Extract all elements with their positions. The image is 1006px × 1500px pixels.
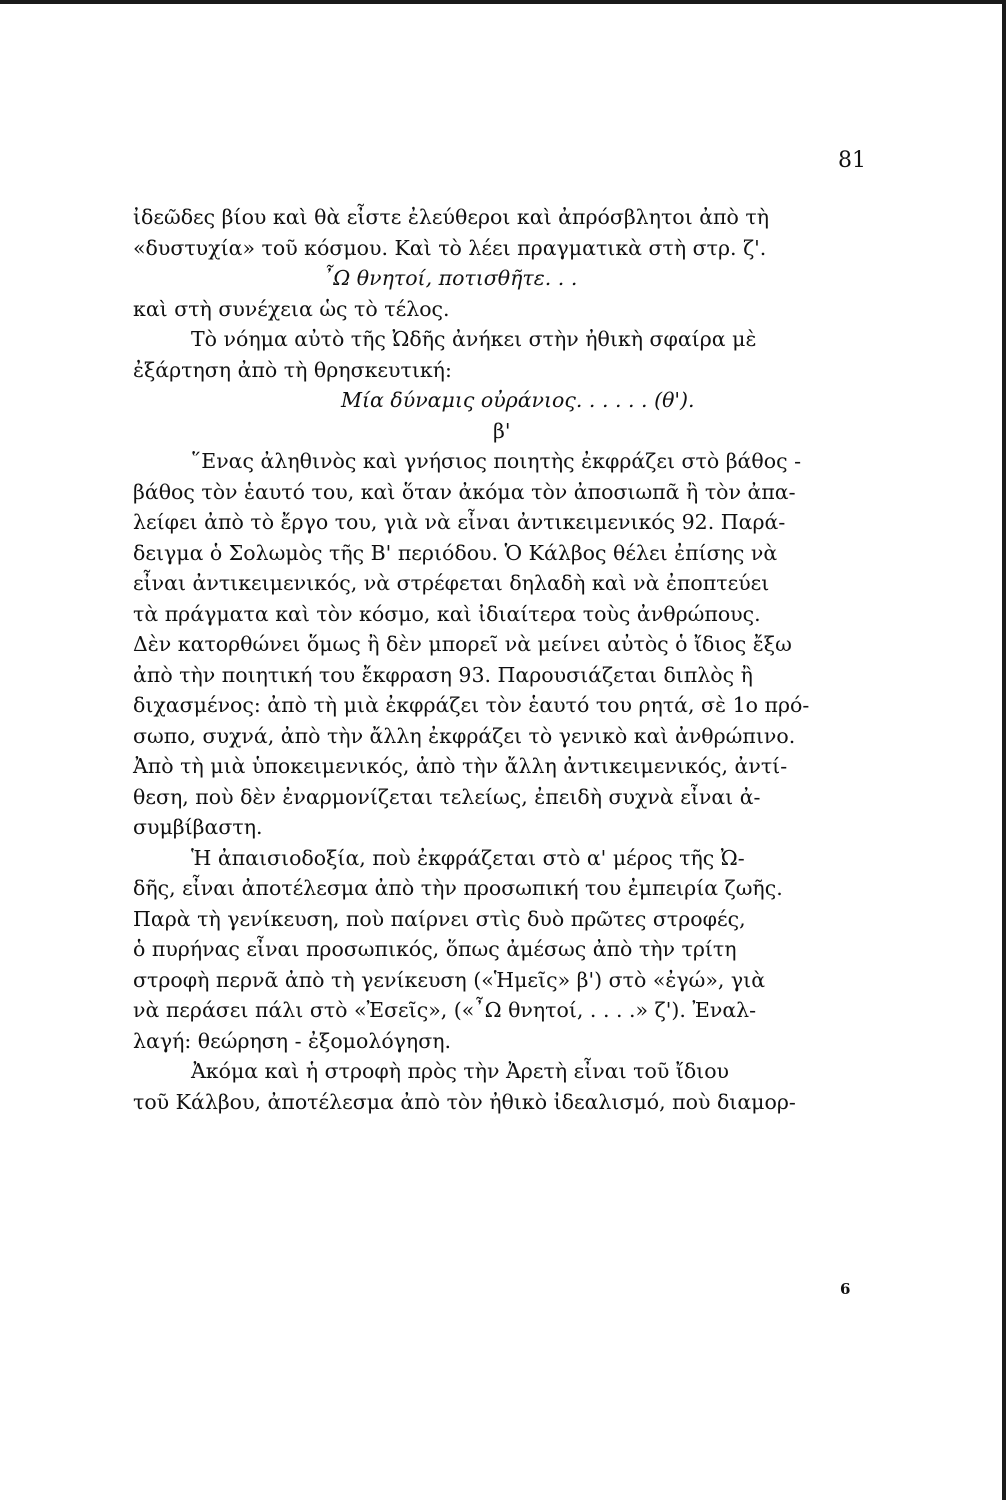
text-line: θεση, ποὺ δὲν ἐναρμονίζεται τελείως, ἐπειδὴ συχνὰ εἶναι ἀ- (133, 784, 761, 809)
page-edge-right (1002, 0, 1006, 1500)
text-line: Δὲν κατορθώνει ὅμως ἢ δὲν μπορεῖ νὰ μείνει αὐτὸς ὁ ἴδιος ἔξω (133, 632, 792, 656)
text-line: ἰδεῶδες βίου καὶ θὰ εἶστε ἐλεύθεροι καὶ ἀπρόσβλητοι ἀπὸ τὴ (133, 205, 769, 229)
text-line: στροφὴ περνᾶ ἀπὸ τὴ γενίκευση («Ἡμεῖς» β') στὸ «ἐγώ», γιὰ (133, 967, 766, 992)
text-line: ἀπὸ τὴν ποιητική του ἔκφραση 93. Παρουσιάζεται διπλὸς ἢ (133, 662, 753, 687)
text-line: ἐξάρτηση ἀπὸ τὴ θρησκευτική: (133, 357, 452, 382)
text-line: νὰ περάσει πάλι στὸ «Ἐσεῖς», («῏Ω θνητοί, . . . .» ζ'). Ἐναλ- (133, 998, 757, 1022)
text-line: Παρὰ τὴ γενίκευση, ποὺ παίρνει στὶς δυὸ πρῶτες στροφές, (133, 906, 746, 931)
text-line: συμβίβαστη. (133, 815, 263, 839)
text-line: βάθος τὸν ἑαυτό του, καὶ ὅταν ἀκόμα τὸν ἀποσιωπᾶ ἢ τὸν ἀπα- (133, 479, 796, 504)
text-line: λαγή: θεώρηση - ἐξομολόγηση. (133, 1028, 452, 1053)
text-line: «δυστυχία» τοῦ κόσμου. Καὶ τὸ λέει πραγματικὰ στὴ στρ. ζ'. (133, 235, 767, 260)
text-line: δειγμα ὁ Σολωμὸς τῆς Β' περιόδου. Ὁ Κάλβος θέλει ἐπίσης νὰ (133, 540, 778, 565)
text-line: λείφει ἀπὸ τὸ ἔργο του, γιὰ νὰ εἶναι ἀντικειμενικός 92. Παρά- (133, 510, 786, 534)
page-number: 81 (838, 148, 866, 173)
verse-quote: Μία δύναμις οὐράνιος. . . . . . (θ'). (341, 388, 695, 412)
text-line: καὶ στὴ συνέχεια ὡς τὸ τέλος. (133, 296, 450, 321)
text-line: σωπο, συχνά, ἀπὸ τὴν ἄλλη ἐκφράζει τὸ γενικὸ καὶ ἀνθρώπινο. (133, 723, 796, 748)
page-edge-top (0, 0, 1006, 4)
text-line: Ἡ ἀπαισιοδοξία, ποὺ ἐκφράζεται στὸ α' μέρος τῆς Ὠ- (191, 845, 745, 870)
text-line: εἶναι ἀντικειμενικός, νὰ στρέφεται δηλαδὴ καὶ νὰ ἐποπτεύει (133, 571, 770, 595)
text-line: Τὸ νόημα αὐτὸ τῆς Ὠδῆς ἀνήκει στὴν ἠθικὴ σφαίρα μὲ (191, 327, 757, 351)
verse-quote: ῏Ω θνητοί, ποτισθῆτε. . . (323, 266, 578, 290)
text-line: τοῦ Κάλβου, ἀποτέλεσμα ἀπὸ τὸν ἠθικὸ ἰδεαλισμό, ποὺ διαμορ- (133, 1089, 796, 1114)
text-line: Ἀκόμα καὶ ἡ στροφὴ πρὸς τὴν Ἀρετὴ εἶναι τοῦ ἴδιου (191, 1059, 730, 1083)
text-line: ὁ πυρήνας εἶναι προσωπικός, ὅπως ἀμέσως ἀπὸ τὴν τρίτη (133, 937, 737, 961)
text-line: τὰ πράγματα καὶ τὸν κόσμο, καὶ ἰδιαίτερα τοὺς ἀνθρώπους. (133, 601, 761, 626)
text-line: διχασμένος: ἀπὸ τὴ μιὰ ἐκφράζει τὸν ἑαυτό του ρητά, σὲ 1ο πρό- (133, 693, 810, 717)
text-line: δῆς, εἶναι ἀποτέλεσμα ἀπὸ τὴν προσωπική του ἐμπειρία ζωῆς. (133, 876, 783, 900)
signature-mark: 6 (840, 1280, 851, 1298)
text-line: ῞Ενας ἀληθινὸς καὶ γνήσιος ποιητὴς ἐκφράζει στὸ βάθος - (191, 449, 801, 473)
text-line: Ἀπὸ τὴ μιὰ ὑποκειμενικός, ἀπὸ τὴν ἄλλη ἀντικειμενικός, ἀντί- (133, 754, 788, 778)
section-marker: β' (493, 418, 511, 443)
body-text (133, 202, 873, 1117)
